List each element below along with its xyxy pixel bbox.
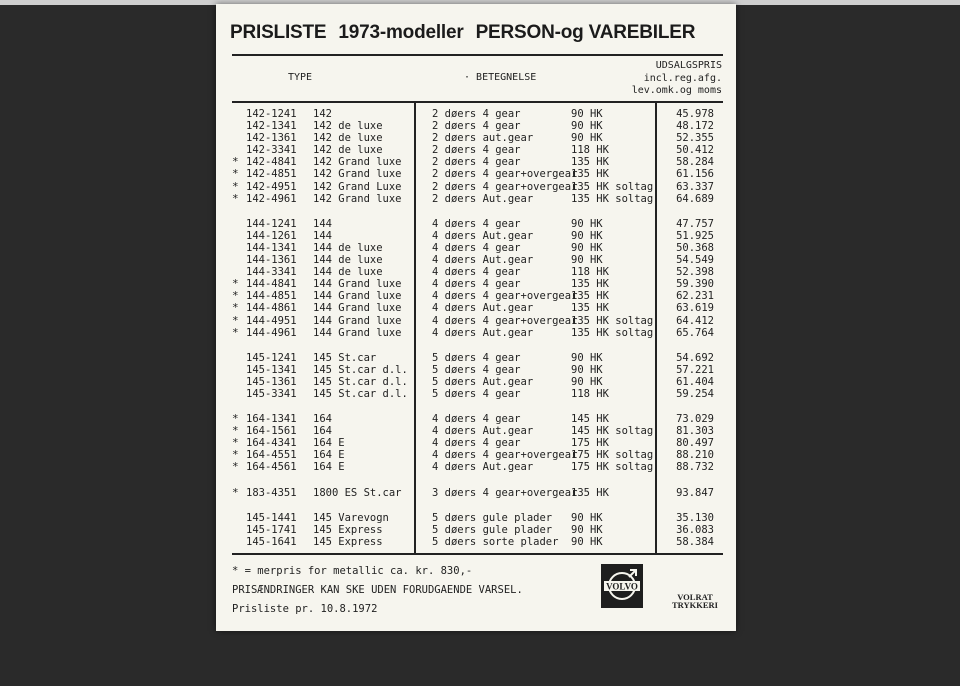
description: 4 døers 4 gear [432,413,521,426]
table-row [216,352,736,364]
printer-line1: VOLRAT [677,592,713,602]
table-row [216,413,736,425]
price: 63.619 [676,302,714,315]
metallic-note: * = merpris for metallic ca. kr. 830,- [232,565,473,577]
description: 4 døers Aut.gear [432,254,534,267]
horsepower: 135 HK soltag [571,180,654,193]
type-code: 145-3341 [246,387,297,400]
description: 5 døers Aut.gear [432,375,534,388]
price: 73.029 [676,413,714,426]
model-name: 145 Express [313,523,383,536]
description: 4 døers 4 gear [432,437,521,450]
model-name: 145 St.car [313,351,377,364]
price-change-warning: PRISÆNDRINGER KAN SKE UDEN FORUDGAENDE VARSEL. [232,584,523,596]
type-code: 142-4851 [246,168,297,181]
model-name: 142 Grand luxe [313,156,402,169]
type-code: 144-4861 [246,302,297,315]
horsepower: 90 HK [571,254,603,267]
price-table [216,108,736,548]
type-code: 145-1341 [246,363,297,376]
table-row [216,290,736,302]
table-row [216,364,736,376]
model-name: 144 Grand luxe [313,302,402,315]
price: 54.549 [676,254,714,267]
price: 52.398 [676,266,714,279]
horsepower: 90 HK [571,363,603,376]
table-row [216,181,736,193]
table-row [216,132,736,144]
metallic-marker: * [232,289,239,303]
metallic-marker: * [232,313,239,327]
title-part2: 1973-modeller [338,22,464,43]
horsepower: 135 HK [571,290,609,303]
table-row [216,144,736,156]
price: 58.284 [676,156,714,169]
description: 4 døers 4 gear+overgear [432,314,578,327]
table-row [216,302,736,314]
price: 61.404 [676,375,714,388]
horsepower: 90 HK [571,375,603,388]
price: 63.337 [676,180,714,193]
metallic-marker: * [232,325,239,339]
table-row [216,242,736,254]
price: 59.254 [676,387,714,400]
type-code: 142-4961 [246,192,297,205]
description: 2 døers 4 gear+overgear [432,180,578,193]
description: 4 døers Aut.gear [432,326,534,339]
horsepower: 145 HK soltag [571,425,654,438]
price: 88.732 [676,461,714,474]
metallic-marker: * [232,167,239,181]
type-code: 145-1441 [246,511,297,524]
description: 5 døers sorte plader [432,535,559,548]
type-code: 144-4851 [246,290,297,303]
table-row [216,108,736,120]
metallic-marker: * [232,301,239,315]
table-row [216,461,736,473]
type-code: 144-1261 [246,229,297,242]
description: 4 døers 4 gear+overgear [432,290,578,303]
page-title [230,22,730,44]
horsepower: 90 HK [571,217,603,230]
description: 5 døers 4 gear [432,387,521,400]
description: 2 døers Aut.gear [432,192,534,205]
metallic-marker: * [232,448,239,462]
type-code: 142-1341 [246,120,297,133]
price: 35.130 [676,511,714,524]
horsepower: 175 HK soltag [571,461,654,474]
horsepower: 90 HK [571,120,603,133]
type-code: 144-1341 [246,241,297,254]
model-name: 144 Grand luxe [313,314,402,327]
type-code: 144-4951 [246,314,297,327]
header-rule [232,101,723,103]
price: 51.925 [676,229,714,242]
header-price-line3: lev.omk.og moms [631,85,722,96]
header-type: TYPE [288,72,313,83]
volvo-logo-text: VOLVO [606,581,638,592]
description: 2 døers 4 gear [432,144,521,157]
horsepower: 135 HK [571,486,609,499]
price: 50.368 [676,241,714,254]
price: 81.303 [676,425,714,438]
price-list-sheet [216,4,736,631]
type-code: 144-1361 [246,254,297,267]
description: 2 døers 4 gear+overgear [432,168,578,181]
model-name: 164 E [313,437,345,450]
description: 5 døers gule plader [432,523,553,536]
horsepower: 90 HK [571,229,603,242]
title-rule [232,54,723,56]
description: 4 døers Aut.gear [432,461,534,474]
price: 88.210 [676,449,714,462]
horsepower: 135 HK [571,278,609,291]
table-row [216,156,736,168]
table-row [216,449,736,461]
type-code: 144-3341 [246,266,297,279]
price: 48.172 [676,120,714,133]
model-name: 164 [313,425,332,438]
type-code: 142-1361 [246,132,297,145]
title-part3: PERSON-og VAREBILER [475,22,696,43]
type-code: 144-1241 [246,217,297,230]
horsepower: 118 HK [571,266,609,279]
model-name: 145 Express [313,535,383,548]
horsepower: 90 HK [571,132,603,145]
table-row [216,120,736,132]
horsepower: 135 HK soltag [571,326,654,339]
table-row [216,278,736,290]
model-name: 142 de luxe [313,120,383,133]
model-name: 142 Grand luxe [313,168,402,181]
horsepower: 90 HK [571,511,603,524]
description: 2 døers aut.gear [432,132,534,145]
header-price-line1: UDSALGSPRIS [655,60,722,71]
price: 47.757 [676,217,714,230]
description: 4 døers 4 gear+overgear [432,449,578,462]
model-name: 145 St.car d.l. [313,375,408,388]
description: 5 døers 4 gear [432,351,521,364]
price: 58.384 [676,535,714,548]
price: 64.689 [676,192,714,205]
type-code: 142-4841 [246,156,297,169]
horsepower: 135 HK soltag [571,192,654,205]
price: 54.692 [676,351,714,364]
type-code: 144-4841 [246,278,297,291]
model-name: 142 Grand Luxe [313,180,402,193]
horsepower: 90 HK [571,241,603,254]
model-name: 145 St.car d.l. [313,387,408,400]
description: 4 døers 4 gear [432,241,521,254]
horsepower: 135 HK [571,302,609,315]
type-code: 164-1341 [246,413,297,426]
type-code: 142-4951 [246,180,297,193]
table-row [216,266,736,278]
header-price [632,60,722,98]
price: 50.412 [676,144,714,157]
type-code: 164-1561 [246,425,297,438]
model-name: 142 Grand luxe [313,192,402,205]
type-code: 164-4561 [246,461,297,474]
metallic-marker: * [232,460,239,474]
horsepower: 90 HK [571,523,603,536]
horsepower: 118 HK [571,144,609,157]
horsepower: 175 HK [571,437,609,450]
price: 36.083 [676,523,714,536]
horsepower: 90 HK [571,535,603,548]
price: 59.390 [676,278,714,291]
horsepower: 145 HK [571,413,609,426]
metallic-marker: * [232,155,239,169]
table-row [216,388,736,400]
table-row [216,437,736,449]
price-list-date: Prisliste pr. 10.8.1972 [232,603,378,615]
type-code: 145-1741 [246,523,297,536]
description: 4 døers Aut.gear [432,229,534,242]
model-name: 1800 ES St.car [313,486,402,499]
horsepower: 90 HK [571,351,603,364]
printer-mark [672,593,718,609]
horsepower: 118 HK [571,387,609,400]
printer-line2: TRYKKERI [672,600,718,610]
description: 4 døers 4 gear [432,266,521,279]
price: 65.764 [676,326,714,339]
model-name: 164 [313,413,332,426]
horsepower: 90 HK [571,108,603,120]
type-code: 142-3341 [246,144,297,157]
model-name: 145 Varevogn [313,511,389,524]
price: 57.221 [676,363,714,376]
price: 61.156 [676,168,714,181]
model-name: 142 de luxe [313,144,383,157]
description: 4 døers 4 gear [432,217,521,230]
description: 5 døers 4 gear [432,363,521,376]
description: 4 døers Aut.gear [432,302,534,315]
table-row [216,512,736,524]
table-row [216,487,736,499]
model-name: 164 E [313,449,345,462]
header-price-line2: incl.reg.afg. [643,72,722,84]
volvo-logo [601,564,643,608]
description: 4 døers 4 gear [432,278,521,291]
description: 2 døers 4 gear [432,120,521,133]
model-name: 145 St.car d.l. [313,363,408,376]
table-row [216,524,736,536]
table-row [216,168,736,180]
description: 5 døers gule plader [432,511,553,524]
table-row [216,230,736,242]
model-name: 144 Grand luxe [313,290,402,303]
model-name: 142 [313,108,332,120]
table-row [216,425,736,437]
model-name: 144 [313,217,332,230]
model-name: 144 de luxe [313,254,383,267]
price: 80.497 [676,437,714,450]
horsepower: 135 HK [571,156,609,169]
model-name: 144 de luxe [313,266,383,279]
table-row [216,254,736,266]
metallic-marker: * [232,191,239,205]
model-name: 144 Grand luxe [313,326,402,339]
description: 2 døers 4 gear [432,108,521,120]
table-row [216,218,736,230]
volvo-logo-icon [601,564,643,608]
metallic-marker: * [232,277,239,291]
model-name: 142 de luxe [313,132,383,145]
price: 62.231 [676,290,714,303]
type-code: 145-1641 [246,535,297,548]
price: 93.847 [676,486,714,499]
title-part1: PRISLISTE [230,22,327,43]
model-name: 144 Grand luxe [313,278,402,291]
type-code: 144-4961 [246,326,297,339]
table-row [216,536,736,548]
metallic-marker: * [232,179,239,193]
table-bottom-rule [232,553,723,555]
horsepower: 175 HK soltag [571,449,654,462]
table-row [216,315,736,327]
type-code: 183-4351 [246,486,297,499]
type-code: 164-4341 [246,437,297,450]
price: 45.978 [676,108,714,120]
table-row [216,193,736,205]
header-desc-text: BETEGNELSE [476,72,537,83]
model-name: 144 de luxe [313,241,383,254]
price: 52.355 [676,132,714,145]
type-code: 142-1241 [246,108,297,120]
metallic-marker: * [232,412,239,426]
metallic-marker: * [232,436,239,450]
table-row [216,327,736,339]
type-code: 145-1241 [246,351,297,364]
description: 4 døers Aut.gear [432,425,534,438]
metallic-marker: * [232,485,239,499]
horsepower: 135 HK [571,168,609,181]
header-desc: · BETEGNELSE [464,72,537,83]
price: 64.412 [676,314,714,327]
horsepower: 135 HK soltag [571,314,654,327]
table-row [216,376,736,388]
metallic-marker: * [232,424,239,438]
model-name: 164 E [313,461,345,474]
description: 2 døers 4 gear [432,156,521,169]
model-name: 144 [313,229,332,242]
description: 3 døers 4 gear+overgear [432,486,578,499]
type-code: 145-1361 [246,375,297,388]
type-code: 164-4551 [246,449,297,462]
